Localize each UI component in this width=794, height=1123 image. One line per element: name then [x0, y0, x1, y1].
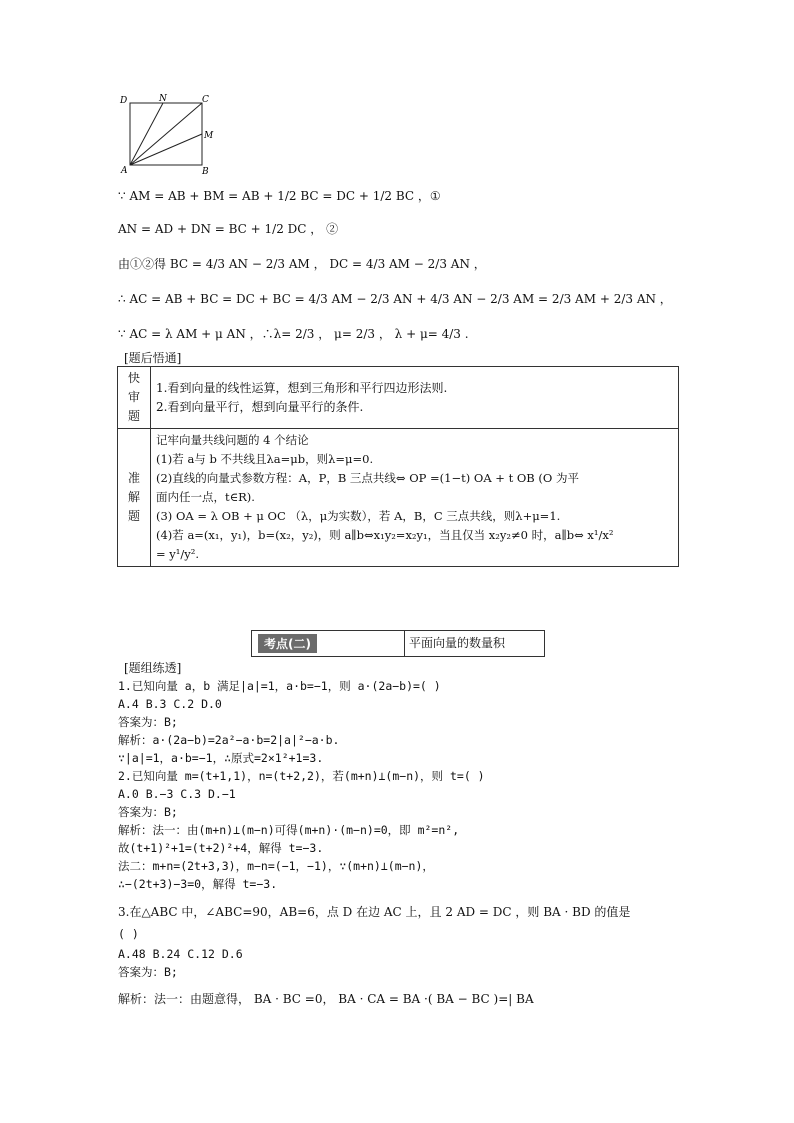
topic-title: 平面向量的数量积 — [404, 631, 544, 656]
tip-text-line: (4)若 a=(x₁，y₁)，b=(x₂，y₂)，则 a∥b⇔x₁y₂=x₂y₁，当且仅当 x₂y₂≠0 时，a∥b⇔ x¹/x² — [156, 528, 614, 542]
diagonal-ac — [130, 103, 202, 165]
tip-row-body — [151, 367, 679, 429]
square-figure — [118, 93, 218, 175]
tip-text-line: (3) OA = λ OB + μ OC （λ，μ为实数），若 A，B，C 三点共线，则λ+μ=1. — [156, 509, 561, 523]
label-m: M — [204, 131, 214, 141]
analysis-1-line-1: 解析：a·(2a−b)=2a²−a·b=2|a|²−a·b. — [118, 733, 340, 747]
practice-heading: [题组练透] — [124, 661, 182, 675]
question-2: 2.已知向量 m=(t+1,1)，n=(t+2,2)，若(m+n)⊥(m−n)，则 t=( ) — [118, 769, 485, 783]
solution-line-4: ∴ AC = AB + BC = DC + BC = 4/3 AM − 2/3 AN + 4/3 AN − 2/3 AM = 2/3 AM + 2/3 AN ， — [118, 292, 672, 306]
label-b: B — [202, 167, 209, 175]
tip-text-line: 1.看到向量的线性运算，想到三角形和平行四边形法则. — [156, 380, 448, 395]
topic-badge: 考点(二) — [252, 631, 404, 656]
tip-text-line: 2.看到向量平行，想到向量平行的条件. — [156, 399, 364, 414]
analysis-3-line-1: 解析：法一：由题意得， BA · BC =0， BA · CA = BA ·( BA − BC )=| BA — [118, 992, 534, 1006]
label-n: N — [159, 94, 167, 104]
tip-text-line: = y¹/y². — [156, 547, 200, 561]
answer-1: 答案为：B; — [118, 715, 178, 729]
segment-am — [130, 134, 202, 165]
tip-heading: [题后悟通] — [124, 351, 182, 365]
question-2-options: A.0 B.−3 C.3 D.−1 — [118, 787, 236, 801]
tip-row-body — [151, 429, 679, 567]
question-3-paren: ( ) — [118, 927, 139, 941]
solution-line-1: ∵ AM = AB + BM = AB + 1/2 BC = DC + 1/2 BC ，① — [118, 189, 441, 203]
question-1: 1.已知向量 a，b 满足|a|=1，a·b=−1，则 a·(2a−b)=( ) — [118, 679, 441, 693]
tip-table — [117, 366, 679, 567]
tip-row-head: 准解题 — [118, 429, 151, 567]
tip-text-line: (2)直线的向量式参数方程：A，P，B 三点共线⇔ OP =(1−t) OA + t OB (O 为平 — [156, 471, 579, 485]
analysis-2-line-4: ∴−(2t+3)−3=0，解得 t=−3. — [118, 877, 278, 891]
tip-row-quick-review — [118, 367, 679, 429]
tip-text-line: 记牢向量共线问题的 4 个结论 — [156, 433, 309, 447]
analysis-2-line-1: 解析：法一：由(m+n)⊥(m−n)可得(m+n)·(m−n)=0，即 m²=n², — [118, 823, 460, 837]
answer-3: 答案为：B; — [118, 965, 178, 979]
segment-an — [130, 103, 163, 165]
label-c: C — [202, 95, 209, 105]
solution-line-2: AN = AD + DN = BC + 1/2 DC ， ② — [118, 222, 339, 236]
solution-line-5: ∵ AC = λ AM + μ AN ，∴λ= 2/3 ， μ= 2/3 ， λ + μ= 4/3 . — [118, 327, 469, 341]
analysis-2-line-2: 故(t+1)²+1=(t+2)²+4，解得 t=−3. — [118, 841, 324, 855]
label-a: A — [121, 166, 128, 175]
analysis-2-line-3: 法二：m+n=(2t+3,3)，m−n=(−1，−1)，∵(m+n)⊥(m−n)， — [118, 859, 434, 873]
label-d: D — [120, 96, 128, 106]
tip-text-line: (1)若 a与 b 不共线且λa=μb，则λ=μ=0. — [156, 452, 374, 466]
tip-text-line: 面内任一点，t∈R). — [156, 490, 255, 504]
question-1-options: A.4 B.3 C.2 D.0 — [118, 697, 222, 711]
analysis-1-line-2: ∵|a|=1，a·b=−1，∴原式=2×1²+1=3. — [118, 751, 324, 765]
question-3-options: A.48 B.24 C.12 D.6 — [118, 947, 243, 961]
tip-row-head: 快审题 — [118, 367, 151, 429]
answer-2: 答案为：B; — [118, 805, 178, 819]
question-3: 3.在△ABC 中，∠ABC=90，AB=6，点 D 在边 AC 上，且 2 AD = DC ，则 BA · BD 的值是 — [118, 905, 631, 919]
tip-row-solve — [118, 429, 679, 567]
solution-line-3: 由①②得 BC = 4/3 AN − 2/3 AM ， DC = 4/3 AM − 2/3 AN ， — [118, 257, 486, 271]
topic-banner — [251, 630, 545, 657]
